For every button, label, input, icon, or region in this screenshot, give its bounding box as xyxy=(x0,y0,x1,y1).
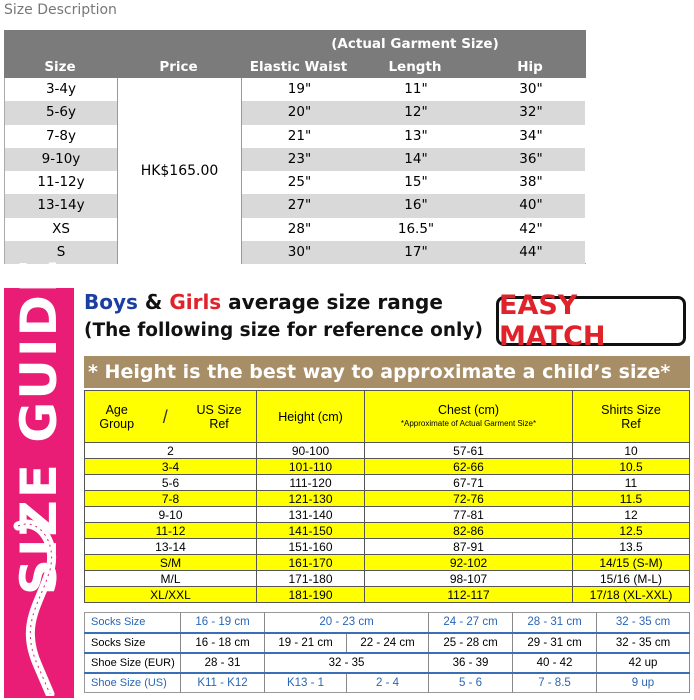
length-cell: 11" xyxy=(404,81,428,97)
slash-divider: / xyxy=(162,406,168,427)
shirt-cell: 11.5 xyxy=(573,491,690,507)
length-cell: 12" xyxy=(404,104,428,121)
cell: 24 - 27 cm xyxy=(429,613,513,633)
table-body xyxy=(4,78,586,264)
headline-girls: Girls xyxy=(169,290,222,314)
col-elastic-waist: Elastic Waist xyxy=(249,59,348,75)
easy-match-badge: EASY MATCH xyxy=(496,296,686,346)
waist-cell: 23" xyxy=(287,150,312,167)
cell: 9 up xyxy=(597,673,690,693)
cell: 25 - 28 cm xyxy=(429,633,513,653)
table-row xyxy=(5,101,585,124)
col-us-size: US Size Ref xyxy=(196,402,242,431)
size-guide-panel xyxy=(4,256,690,698)
table-row xyxy=(5,78,585,101)
size-cell: S xyxy=(56,243,66,260)
table-row xyxy=(85,571,690,587)
table-row xyxy=(5,148,585,171)
shirt-cell: 12 xyxy=(573,507,690,523)
table-row xyxy=(85,507,690,523)
age-cell: 9-10 xyxy=(85,507,257,523)
table-row xyxy=(85,587,690,603)
chest-cell: 57-61 xyxy=(365,443,573,459)
col-chest-note: *Approximate of Actual Garment Size* xyxy=(400,418,537,428)
shirt-cell: 15/16 (M-L) xyxy=(573,571,690,587)
col-chest-label: Chest (cm) xyxy=(437,402,500,417)
hip-cell: 42" xyxy=(519,220,543,237)
table-row xyxy=(5,194,585,217)
cell: 19 - 21 cm xyxy=(265,633,347,653)
height-cell: 161-170 xyxy=(257,555,365,571)
height-cell: 111-120 xyxy=(257,475,365,491)
chest-cell: 98-107 xyxy=(365,571,573,587)
table-row xyxy=(85,613,690,633)
age-cell: M/L xyxy=(85,571,257,587)
shirt-cell: 17/18 (XL-XXL) xyxy=(573,587,690,603)
measuring-tape-icon xyxy=(10,516,70,696)
shirt-cell: 14/15 (S-M) xyxy=(573,555,690,571)
size-cell: XS xyxy=(52,220,70,237)
table-row xyxy=(85,555,690,571)
headline xyxy=(84,290,443,314)
cell: 28 - 31 xyxy=(181,653,265,673)
height-cell: 181-190 xyxy=(257,587,365,603)
hip-cell: 32" xyxy=(519,104,543,121)
price-cell: HK$165.00 xyxy=(117,78,242,264)
size-range-table xyxy=(84,390,690,603)
height-banner: * Height is the best way to approximate a child’s size* xyxy=(84,356,690,388)
waist-cell: 30" xyxy=(287,243,312,260)
size-guide-title: SIZE GUIDE xyxy=(10,256,68,596)
chest-cell: 82-86 xyxy=(365,523,573,539)
subheadline: (The following size for reference only) xyxy=(84,320,483,341)
cell: 16 - 19 cm xyxy=(181,613,265,633)
socks-shoes-table xyxy=(84,612,690,693)
table-row xyxy=(85,633,690,653)
cell: 36 - 39 xyxy=(429,653,513,673)
page-title: Size Description xyxy=(4,2,117,18)
height-cell: 141-150 xyxy=(257,523,365,539)
table-row xyxy=(85,523,690,539)
row-label: Socks Size xyxy=(85,633,181,653)
hip-cell: 36" xyxy=(519,150,543,167)
length-cell: 15" xyxy=(404,174,428,190)
col-hip: Hip xyxy=(517,59,543,75)
shirt-cell: 10 xyxy=(573,443,690,459)
col-length: Length xyxy=(388,59,442,75)
waist-cell: 20" xyxy=(287,104,312,121)
chest-cell: 112-117 xyxy=(365,587,573,603)
age-cell: 13-14 xyxy=(85,539,257,555)
row-label: Shoe Size (EUR) xyxy=(85,653,181,673)
hip-cell: 44" xyxy=(519,243,543,260)
height-cell: 151-160 xyxy=(257,539,365,555)
height-cell: 90-100 xyxy=(257,443,365,459)
chest-cell: 77-81 xyxy=(365,507,573,523)
shirt-cell: 11 xyxy=(573,475,690,491)
hip-cell: 40" xyxy=(519,197,543,214)
table-row xyxy=(5,171,585,194)
table-row xyxy=(85,475,690,491)
cell: 32 - 35 cm xyxy=(597,633,690,653)
length-cell: 14" xyxy=(404,150,428,167)
hip-cell: 30" xyxy=(519,81,543,97)
table-row xyxy=(5,218,585,241)
table-row xyxy=(5,125,585,148)
col-height: Height (cm) xyxy=(257,391,365,443)
cell: 28 - 31 cm xyxy=(513,613,597,633)
table-row xyxy=(85,491,690,507)
chest-cell: 87-91 xyxy=(365,539,573,555)
cell: K11 - K12 xyxy=(181,673,265,693)
waist-cell: 19" xyxy=(287,81,312,97)
cell: 20 - 23 cm xyxy=(265,613,429,633)
cell: 32 - 35 cm xyxy=(597,613,690,633)
chest-cell: 72-76 xyxy=(365,491,573,507)
age-cell: 5-6 xyxy=(85,475,257,491)
headline-boys: Boys xyxy=(84,290,138,314)
length-cell: 16.5" xyxy=(397,220,435,237)
size-cell: 7-8y xyxy=(45,127,77,144)
table-row xyxy=(85,673,690,693)
hip-cell: 38" xyxy=(519,174,543,190)
age-cell: 7-8 xyxy=(85,491,257,507)
shirt-cell: 13.5 xyxy=(573,539,690,555)
waist-cell: 28" xyxy=(287,220,312,237)
chest-cell: 62-66 xyxy=(365,459,573,475)
table-row xyxy=(85,539,690,555)
cell: 5 - 6 xyxy=(429,673,513,693)
waist-cell: 25" xyxy=(287,174,312,190)
height-cell: 131-140 xyxy=(257,507,365,523)
cell: 40 - 42 xyxy=(513,653,597,673)
height-cell: 171-180 xyxy=(257,571,365,587)
length-cell: 17" xyxy=(404,243,428,260)
age-cell: S/M xyxy=(85,555,257,571)
table-row xyxy=(5,241,585,264)
hip-cell: 34" xyxy=(519,127,543,144)
size-cell: 9-10y xyxy=(41,150,81,167)
size-cell: 11-12y xyxy=(37,174,85,190)
col-price: Price xyxy=(159,59,198,75)
height-cell: 121-130 xyxy=(257,491,365,507)
age-cell: XL/XXL xyxy=(85,587,257,603)
waist-cell: 27" xyxy=(287,197,312,214)
height-cell: 101-110 xyxy=(257,459,365,475)
age-cell: 2 xyxy=(85,443,257,459)
chest-cell: 67-71 xyxy=(365,475,573,491)
row-label: Shoe Size (US) xyxy=(85,673,181,693)
table-row xyxy=(85,443,690,459)
cell: 22 - 24 cm xyxy=(347,633,429,653)
col-size: Size xyxy=(44,59,76,75)
col-chest xyxy=(365,391,573,443)
table-row xyxy=(85,653,690,673)
cell: 16 - 18 cm xyxy=(181,633,265,653)
cell: 2 - 4 xyxy=(347,673,429,693)
age-cell: 11-12 xyxy=(85,523,257,539)
size-cell: 3-4y xyxy=(45,81,77,97)
row-label: Socks Size xyxy=(85,613,181,633)
cell: 32 - 35 xyxy=(265,653,429,673)
col-shirts: Shirts Size Ref xyxy=(573,391,690,443)
length-cell: 13" xyxy=(404,127,428,144)
table-header xyxy=(4,30,586,78)
cell: 29 - 31 cm xyxy=(513,633,597,653)
size-guide-sidebar xyxy=(4,256,74,698)
cell: 42 up xyxy=(597,653,690,673)
headline-rest: average size range xyxy=(221,290,443,314)
shirt-cell: 10.5 xyxy=(573,459,690,475)
col-age: Age Group xyxy=(99,402,135,431)
table-row xyxy=(85,459,690,475)
shirt-cell: 12.5 xyxy=(573,523,690,539)
actual-garment-size-header: (Actual Garment Size) xyxy=(331,36,499,52)
size-cell: 5-6y xyxy=(45,104,77,121)
cell: K13 - 1 xyxy=(265,673,347,693)
chest-cell: 92-102 xyxy=(365,555,573,571)
headline-amp: & xyxy=(137,290,170,314)
cell: 7 - 8.5 xyxy=(513,673,597,693)
size-cell: 13-14y xyxy=(37,197,85,214)
waist-cell: 21" xyxy=(287,127,312,144)
length-cell: 16" xyxy=(404,197,428,214)
col-age-us xyxy=(85,391,257,443)
age-cell: 3-4 xyxy=(85,459,257,475)
size-description-table xyxy=(4,30,586,264)
